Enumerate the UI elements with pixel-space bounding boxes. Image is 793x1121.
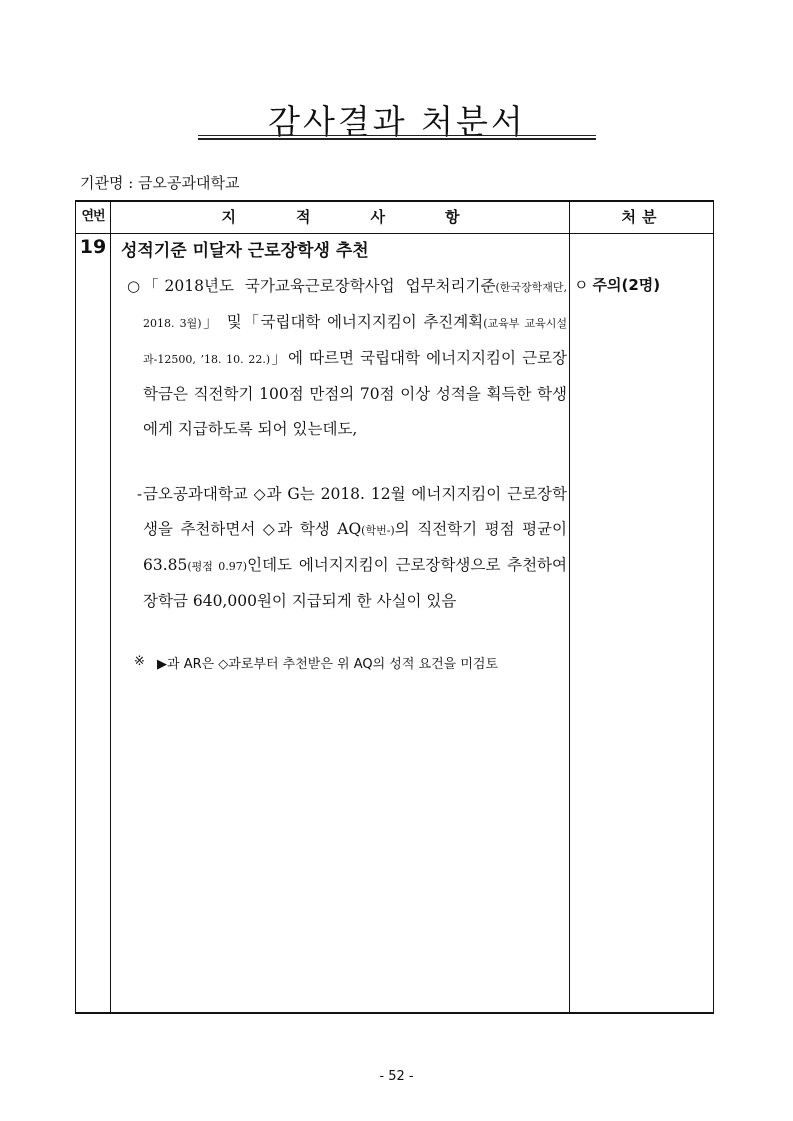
- header-findings-char: 적: [296, 208, 311, 226]
- table-left-border: [75, 200, 76, 1014]
- text-span: 인데도 에너지지킴이 근로장학생으로 추천하여 장학금 640,000원이 지급되게 한 사실이 있음: [143, 556, 567, 610]
- finding-detail-paragraph: [143, 477, 567, 619]
- finding-paragraph: [143, 269, 567, 447]
- table-bottom-border: [75, 1012, 714, 1014]
- header-findings-char: 항: [445, 208, 460, 226]
- circle-bullet-icon: ○: [127, 277, 141, 295]
- table-right-border: [713, 200, 714, 1014]
- action-cell: [574, 274, 660, 295]
- text-span: 금오공과대학교 ◇과 G는 2018. 12월 에너지지킴이 근로장학생을 추천하면서 ◇과 학생 AQ: [143, 485, 567, 538]
- item-title: 성적기준 미달자 근로장학생 추천: [121, 241, 369, 261]
- column-divider: [569, 200, 570, 1014]
- circle-bullet-icon: ㅇ: [574, 276, 589, 294]
- text-span: 의 직전학기 평점 평균이 63.85: [143, 520, 567, 574]
- page-title: 감사결과 처분서: [268, 102, 526, 141]
- column-divider: [110, 200, 111, 1014]
- title-underline-thick: [198, 138, 596, 140]
- text-small: (평점 0.97): [187, 560, 248, 573]
- reference-mark-icon: ※: [134, 654, 145, 669]
- text-span: 」 및「국립대학 에너지지킴이 추진계획: [201, 313, 484, 331]
- text-small: (학번-): [361, 524, 395, 537]
- header-action: 처분: [621, 208, 663, 226]
- header-findings-char: 사: [370, 208, 385, 226]
- dash-bullet-icon: -: [137, 485, 143, 503]
- header-findings: [111, 200, 570, 234]
- text-span: 「2018년도 국가교육근로장학사업 업무처리기준: [143, 277, 496, 295]
- text-span: 」에 따르면 국립대학 에너지지킴이 근로장학금은 직전학기 100점 만점의 70점 이상 성적을 획득한 학생에게 지급하도록 되어 있는데도,: [143, 349, 567, 438]
- note-text: ▶과 AR은 ◇과로부터 추천받은 위 AQ의 성적 요건을 미검토: [157, 657, 499, 672]
- action-text: 주의(2명): [592, 276, 661, 294]
- header-findings-char: 지: [221, 208, 236, 226]
- title-underline: [198, 135, 596, 136]
- page-number: - 52 -: [379, 1069, 414, 1084]
- item-number: 19: [79, 236, 107, 258]
- text-small: (한국장학재단, 2018. 3월): [143, 281, 567, 330]
- organization-line: 기관명 : 금오공과대학교: [80, 174, 240, 192]
- header-no: 연번: [81, 209, 105, 224]
- text-small: (교육부 교육시설과-12500, ’18. 10. 22.): [143, 317, 568, 366]
